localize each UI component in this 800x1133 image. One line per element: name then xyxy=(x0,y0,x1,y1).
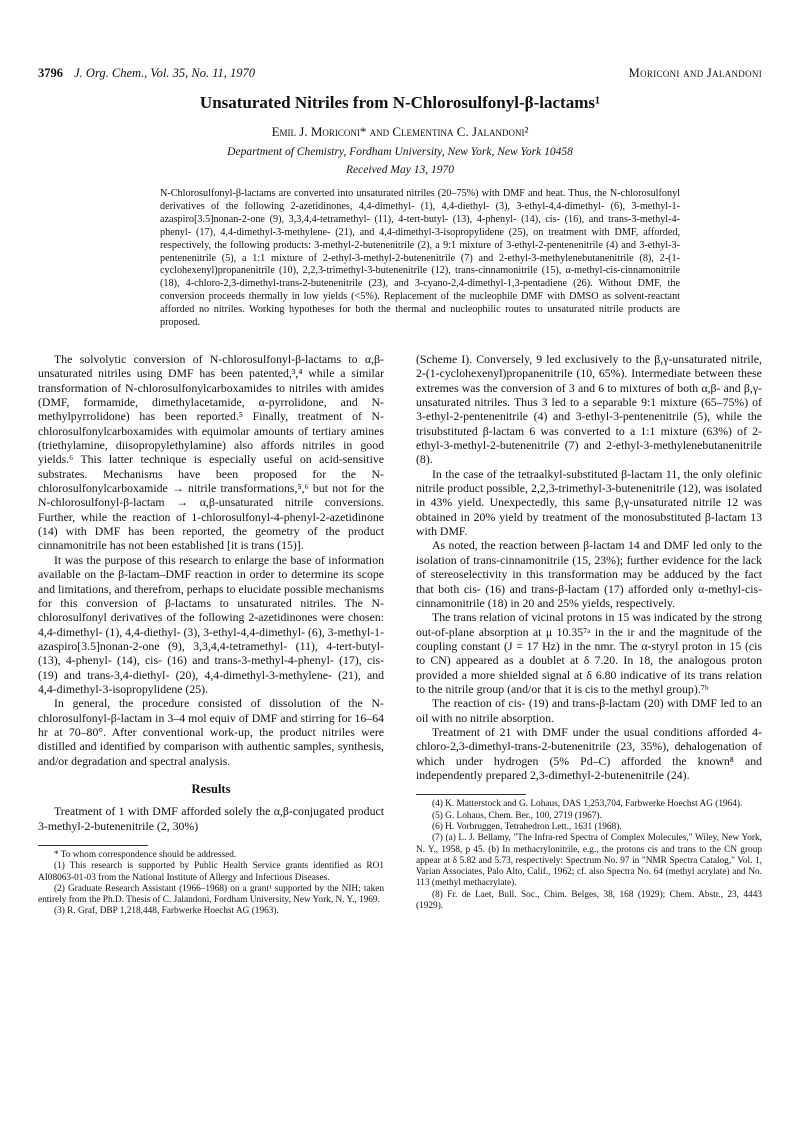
footnote-divider xyxy=(38,845,148,846)
journal-citation: J. Org. Chem., Vol. 35, No. 11, 1970 xyxy=(74,66,256,80)
body-paragraph: The trans relation of vicinal protons in 15 was indicated by the strong out-of-plane absorption at μ 10.35⁷ᵃ in the ir and the magnitude of the coupling constant (J = 17 Hz) in the nmr. The α-styryl proton in 15 (cis to CN) appeared as a doublet at δ 7.20. In 18, the analogous proton provided a more shielded signal at δ 6.80 indicative of its trans relation to the nitrile group (and/or that it is cis to the methyl group).⁷ᵇ xyxy=(416,610,762,696)
received-date: Received May 13, 1970 xyxy=(346,164,454,176)
article-title: Unsaturated Nitriles from N-Chlorosulfonyl-β-lactams¹ xyxy=(199,93,601,112)
body-paragraph: (Scheme I). Conversely, 9 led exclusively to the β,γ-unsaturated nitrile, 2-(1-cyclohexenyl)propanenitrile (10, 65%). Intermediate between these extremes was the conversion of 3 and 6 to mixtures of both α,β- and β,γ-unsaturated nitriles. Thus 3 led to a separable 9:1 mixture (65–75%) of 3-ethyl-2-pentenenitrile (4) and 3-ethyl-3-pentenenitrile (5), while the trisubstituted β-lactam 6 was converted to a 1:1 mixture (63%) of 2-ethyl-3-methyl-2-butenenitrile (7) and 2-ethyl-3-methylenebutanenitrile (8). xyxy=(416,352,762,467)
running-authors: Moriconi and Jalandoni xyxy=(628,66,762,80)
reference: (5) G. Lohaus, Chem. Ber., 100, 2719 (1967). xyxy=(432,810,602,821)
reference: (6) H. Vorbruggen, Tetrahedron Lett., 1631 (1968). xyxy=(432,821,622,832)
body-paragraph: The solvolytic conversion of N-chlorosulfonyl-β-lactams to α,β-unsaturated nitriles using DMF has been patented,³,⁴ while a similar transformation of N-chlorosulfonylcarboxamides to nitriles with amides (DMF, formamide, dimethylacetamide, α-pyrrolidone, and N-methylpyrrolidone) has been reported.⁵ Finally, treatment of N-chlorosulfonylcarboxamides with equimolar amounts of tertiary amines (triethylamine, diisopropylethylamine) also affords nitriles in good yields.⁶ This latter technique is especially useful on acid-sensitive substrates. Mechanisms have been proposed for the N-chlorosulfonylcarboxamide → nitrile transformations,⁵,⁶ but not for the N-chlorosulfonyl-β-lactam → α,β-unsaturated nitrile conversions. Further, while the reaction of 1-chlorosulfonyl-4-phenyl-2-azetidinone (14) with DMF has been reported, the geometry of the product cinnamonitrile has not been established [it is trans (15)]. xyxy=(38,352,384,553)
footnote: (2) Graduate Research Assistant (1966–1968) on a grant¹ supported by the NIH; taken entirely from the Ph.D. Thesis of C. Jalandoni, Fordham University, New York, N. Y., 1969. xyxy=(38,883,384,906)
body-paragraph: In general, the procedure consisted of dissolution of the N-chlorosulfonyl-β-lactam in 3–4 mol equiv of DMF and stirring for 16–64 hr at 70–80°. After conventional work-up, the product nitriles were distilled and identified by comparison with authentic samples, synthesis, and/or degradation and spectral analysis. xyxy=(38,696,384,768)
page-number: 3796 xyxy=(38,66,63,80)
footnote: * To whom correspondence should be addressed. xyxy=(54,850,237,860)
abstract: N-Chlorosulfonyl-β-lactams are converted into unsaturated nitriles (20–75%) with DMF and heat. Thus, the N-chlorosulfonyl derivatives of the following 2-azetidinones, 4,4-dimethyl- (1), 4,4-diethyl- (3), 3-ethyl-4,4-dimethyl- (6), 3-methyl-1-azaspiro[3.5]nonan-2-one (9), 3,3,4,4-tetramethyl- (11), 4-tert-butyl- (13), 4-phenyl- (14), cis- (16), and trans-3-methyl-4-phenyl- (17), 4,4-dimethyl-3-methylene- (21), and 4,4-dimethyl-3-isopropylidene (25), on treatment with DMF, afforded, respectively, the following products: 3-methyl-2-butenenitrile (2), a 9:1 mixture of 3-ethyl-2-pentenenitrile (4) and 3-ethyl-3-pentenenitrile (5), a 1:1 mixture of 2-ethyl-3-methyl-2-butenenitrile (7) and 2-ethyl-3-methylenebutanenitrile (8), 2-(1-cyclohexenyl)propanenitrile (10), 2,2,3-trimethyl-3-butenenitrile (12), trans-cinnamonitrile (15), α-methyl-cis-cinnamonitrile (18), 4-chloro-2,3-dimethyl-trans-2-butenenitrile (23), and 3-cyano-2,4-dimethyl-1,3-pentadiene (26). Without DMF, the conversion proceeds thermally in low yields (<5%). Replacement of the nucleophile DMF with DMSO as solvent-reactant afforded no nitriles. Working hypotheses for both the thermal and nucleophilic routes to unsaturated nitrile products are proposed. xyxy=(160,188,680,329)
footnote-divider xyxy=(416,794,526,795)
body-paragraph: It was the purpose of this research to enlarge the base of information available on the β-lactam–DMF reaction in order to determine its scope and limitations, and therefrom, perhaps to elucidate possible mechanisms for this conversion of β-lactams to unsaturated nitriles. The N-chlorosulfonyl derivatives of the following 2-azetidinones were chosen: 4,4-dimethyl- (1), 4,4-diethyl- (3), 3-ethyl-4,4-dimethyl- (6), 3-methyl-1-azaspiro[3.5]nonan-2-one (9), 3,3,4,4-tetramethyl- (11), 4-tert-butyl- (13), 4-phenyl- (14), cis- (16) and trans-3-methyl-4-phenyl- (17), cis- (19) and trans-3,4-diethyl- (20), 4,4-dimethyl-3-methylene- (21), and 4,4-dimethyl-3-isopropylidene (25). xyxy=(38,552,384,696)
section-heading-results: Results xyxy=(191,781,231,796)
body-paragraph: In the case of the tetraalkyl-substituted β-lactam 11, the only olefinic nitrile product possible, 2,2,3-trimethyl-3-butenenitrile (12), was isolated in 43% yield. Unexpectedly, this same β,γ-unsaturated nitrile 12 was obtained in 20% yield by treatment of the monosubstituted β-lactam 13 with DMF. xyxy=(416,466,762,539)
affiliation: Department of Chemistry, Fordham University, New York, New York 10458 xyxy=(227,146,573,158)
body-paragraph: Treatment of 1 with DMF afforded solely the α,β-conjugated product 3-methyl-2-butenenitrile (2, 30%) xyxy=(38,804,384,833)
reference: (4) K. Matterstock and G. Lohaus, DAS 1,253,704, Farbwerke Hoechst AG (1964). xyxy=(432,799,743,810)
article-authors: Emil J. Moriconi* and Clementina C. Jalandoni² xyxy=(271,124,529,139)
references xyxy=(416,794,762,912)
running-header xyxy=(38,66,762,82)
body-paragraph: Treatment of 21 with DMF under the usual conditions afforded 4-chloro-2,3-dimethyl-trans-2-butenenitrile (23, 35%), dehalogenation of which under hydrogen (5% Pd–C) afforded the known⁸ and independently prepared 2,3-dimethyl-2-butenenitrile (24). xyxy=(416,724,762,782)
left-column xyxy=(38,352,384,918)
footnote: (3) R. Graf, DBP 1,218,448, Farbwerke Hoechst AG (1963). xyxy=(54,906,279,917)
right-column xyxy=(416,352,762,912)
footnote: (1) This research is supported by Public Health Service grants identified as RO1 AI08063-01-03 from the National Institute of Allergy and Infectious Diseases. xyxy=(38,861,384,883)
body-paragraph: The reaction of cis- (19) and trans-β-lactam (20) with DMF led to an oil with no nitrile absorption. xyxy=(416,696,762,725)
reference: (8) Fr. de Laet, Bull. Soc., Chim. Belges, 38, 168 (1929); Chem. Abstr., 23, 4443 (1929). xyxy=(416,889,762,911)
reference: (7) (a) L. J. Bellamy, "The Infra-red Spectra of Complex Molecules," Wiley, New York, N. Y., 1958, p 45. (b) In methacrylonitrile, e.g., the protons cis and trans to the CN group appear at δ 5.82 and 5.73, respectively: Spectrum No. 97 in "NMR Spectra Catalog," Vol. 1, Varian Associates, Palo Alto, Calif., 1962; cf. also Spectra No. 64 (methyl acrylate) and No. 113 (methyl methacrylate). xyxy=(416,833,762,889)
body-paragraph: As noted, the reaction between β-lactam 14 and DMF led only to the isolation of trans-cinnamonitrile (15, 23%); further evidence for the lack of stereoselectivity in this transformation may be adduced by the fact that both cis- (16) and trans-β-lactam (17) afforded only α-methyl-cis-cinnamonitrile (18) in 20 and 25% yields, respectively. xyxy=(416,538,762,610)
